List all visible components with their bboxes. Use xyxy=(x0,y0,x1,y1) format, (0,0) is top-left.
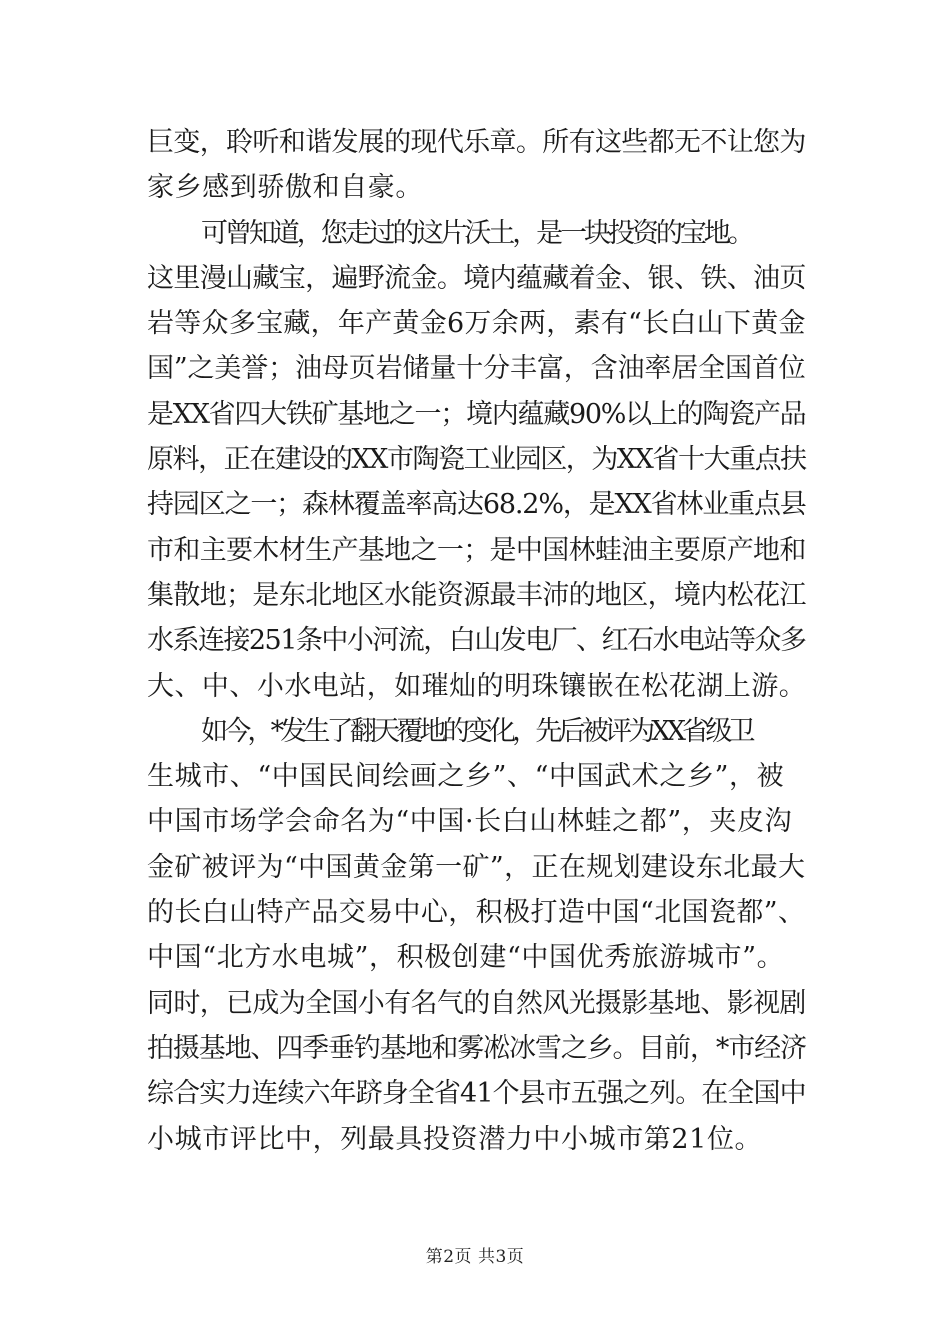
text-line: 持园区之一；森林覆盖率高达68.2%，是XX省林业重点县 xyxy=(147,489,806,521)
page-number-label: 第2页 共3页 xyxy=(425,1247,525,1267)
text-line: 金矿被评为“中国黄金第一矿”，正在规划建设东北最大 xyxy=(147,851,806,883)
text-line: 国”之美誉；油母页岩储量十分丰富，含油率居全国首位 xyxy=(147,353,806,385)
text-line: 生城市、“中国民间绘画之乡”、“中国武术之乡”，被 xyxy=(147,761,785,793)
text-line: 集散地；是东北地区水能资源最丰沛的地区，境内松花江 xyxy=(147,579,806,611)
text-line: 拍摄基地、四季垂钓基地和雾凇冰雪之乡。目前，*市经济 xyxy=(147,1032,806,1064)
text-line: 可曾知道，您走过的这片沃土，是一块投资的宝地。 xyxy=(201,217,752,249)
text-line: 小城市评比中，列最具投资潜力中小城市第21位。 xyxy=(147,1123,763,1155)
paragraph-3 xyxy=(147,709,807,1162)
paragraph-2 xyxy=(147,211,807,709)
text-line: 中国“北方水电城”，积极创建“中国优秀旅游城市”。 xyxy=(147,942,785,974)
document-body xyxy=(147,120,807,1162)
text-line: 原料，正在建设的XX市陶瓷工业园区，为XX省十大重点扶 xyxy=(147,444,806,476)
text-line: 水系连接251条中小河流，白山发电厂、红石水电站等众多 xyxy=(147,625,806,657)
paragraph-1 xyxy=(147,120,807,211)
text-line: 综合实力连续六年跻身全省41个县市五强之列。在全国中 xyxy=(147,1078,806,1110)
text-line: 如今，*发生了翻天覆地的变化，先后被评为XX省级卫 xyxy=(201,715,752,747)
text-line: 巨变，聆听和谐发展的现代乐章。所有这些都无不让您为 xyxy=(147,127,806,158)
text-line: 中国市场学会命名为“中国·长白山林蛙之都”，夹皮沟 xyxy=(147,806,793,838)
text-line: 岩等众多宝藏，年产黄金6万余两，素有“长白山下黄金 xyxy=(147,308,806,340)
text-line: 家乡感到骄傲和自豪。 xyxy=(147,172,423,204)
page-footer xyxy=(0,1242,950,1267)
text-line: 这里漫山藏宝，遍野流金。境内蕴藏着金、银、铁、油页 xyxy=(147,262,806,294)
text-line: 是XX省四大铁矿基地之一；境内蕴藏90%以上的陶瓷产品 xyxy=(147,398,806,430)
text-line: 同时，已成为全国小有名气的自然风光摄影基地、影视剧 xyxy=(147,987,806,1019)
text-line: 大、中、小水电站，如璀灿的明珠镶嵌在松花湖上游。 xyxy=(147,670,807,702)
text-line: 市和主要木材生产基地之一；是中国林蛙油主要原产地和 xyxy=(147,534,806,566)
text-line: 的长白山特产品交易中心，积极打造中国“北国瓷都”、 xyxy=(147,897,806,929)
